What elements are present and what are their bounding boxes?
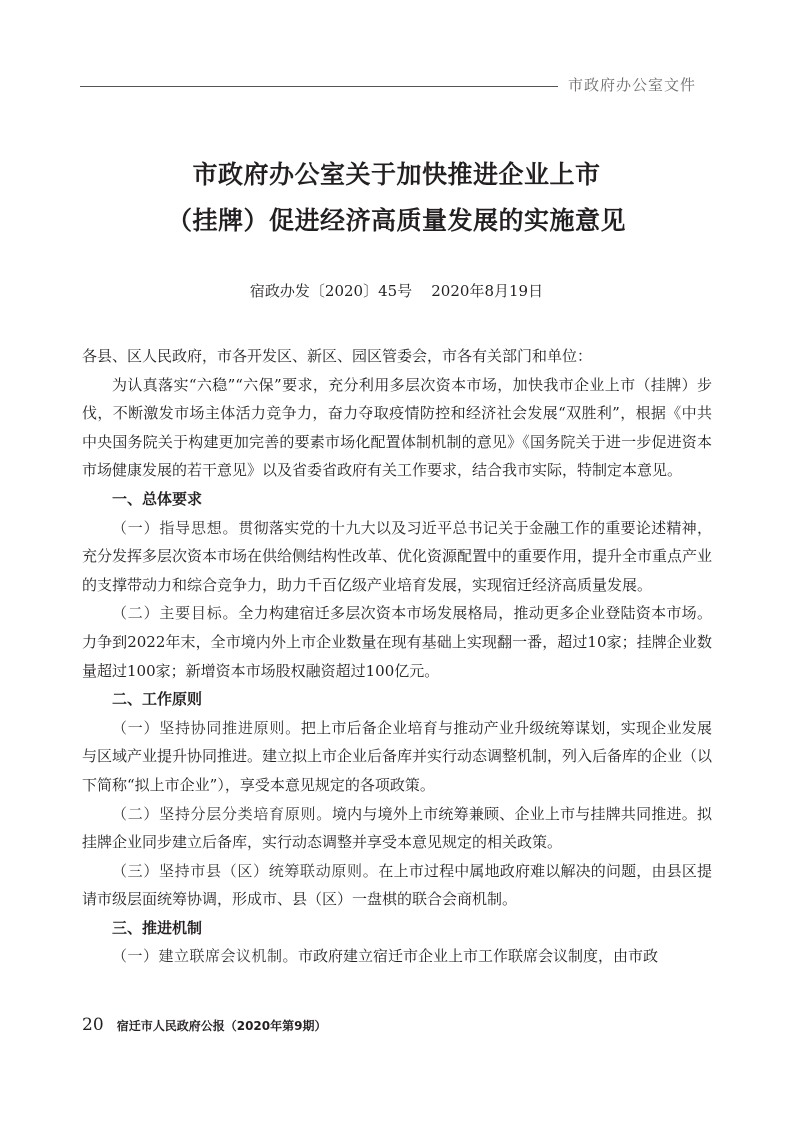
item-label: （二）主要目标。	[112, 604, 239, 623]
paragraph	[82, 514, 712, 600]
paragraph	[82, 800, 712, 857]
item-text: 贯彻落实党的十九大以及习近平总书记关于金融工作的重要论述精神，充分发挥多层次资本市场在供给侧结构性改革、优化资源配置中的重要作用，提升全市重点产业的支撑带动力和综合竞争力，助力千百亿级产业培育发展，实现宿迁经济高质量发展。	[82, 518, 713, 594]
item-text: 境内与境外上市统筹兼顾、企业上市与挂牌共同推进。拟挂牌企业同步建立后备库，实行动态调整并享受本意见规定的相关政策。	[82, 804, 712, 852]
title-line-2: （挂牌）促进经济高质量发展的实施意见	[166, 206, 626, 235]
section-heading: 二、工作原则	[112, 690, 203, 709]
paragraph	[82, 942, 712, 971]
item-text: 在上市过程中属地政府难以解决的问题，由县区提请市级层面统筹协调，形成市、县（区）一盘棋的联合会商机制。	[82, 861, 712, 909]
item-label: （二）坚持分层分类培育原则。	[112, 804, 332, 823]
page-number: 20	[82, 1015, 104, 1035]
item-label: （三）坚持市县（区）统筹联动原则。	[112, 861, 379, 880]
document-date: 2020年8月19日	[431, 282, 544, 300]
document-body	[82, 342, 712, 971]
paragraph	[82, 857, 712, 914]
document-title	[0, 152, 793, 244]
item-text: 市政府建立宿迁市企业上市工作联席会议制度，由市政	[298, 947, 659, 966]
header-label: 市政府办公室文件	[568, 76, 697, 94]
item-label: （一）指导思想。	[112, 518, 239, 537]
section-heading: 一、总体要求	[112, 489, 203, 508]
section-heading: 三、推进机制	[112, 918, 203, 937]
paragraph	[82, 599, 712, 685]
publication-name: 宿迁市人民政府公报（2020年第9期）	[116, 1019, 327, 1033]
document-meta	[0, 280, 793, 301]
item-text: 把上市后备企业培育与推动产业升级统筹谋划，实现企业发展与区域产业提升协同推进。建立拟上市企业后备库并实行动态调整机制，列入后备库的企业（以下简称“拟上市企业”），享受本意见规定的各项政策。	[82, 718, 713, 794]
item-label: （一）坚持协同推进原则。	[112, 718, 301, 737]
addressee: 各县、区人民政府，市各开发区、新区、园区管委会，市各有关部门和单位：	[82, 347, 593, 365]
paragraph	[82, 714, 712, 800]
item-label: （一）建立联席会议机制。	[112, 947, 299, 966]
intro-paragraph: 为认真落实“六稳”“六保”要求，充分利用多层次资本市场，加快我市企业上市（挂牌）步伐，不断激发市场主体活力竞争力，奋力夺取疫情防控和经济社会发展“双胜利”，根据《中共中央国务院关于构建更加完善的要素市场化配置体制机制的意见》《国务院关于进一步促进资本市场健康发展的若干意见》以及省委省政府有关工作要求，结合我市实际，特制定本意见。	[82, 375, 712, 480]
item-text: 全力构建宿迁多层次资本市场发展格局，推动更多企业登陆资本市场。力争到2022年末，全市境内外上市企业数量在现有基础上实现翻一番，超过10家；挂牌企业数量超过100家；新增资本市场股权融资超过100亿元。	[82, 604, 712, 680]
title-line-1: 市政府办公室关于加快推进企业上市	[192, 160, 601, 189]
header-rule	[80, 86, 558, 87]
document-number: 宿政办发〔2020〕45号	[249, 282, 413, 300]
page-footer	[82, 1015, 326, 1035]
